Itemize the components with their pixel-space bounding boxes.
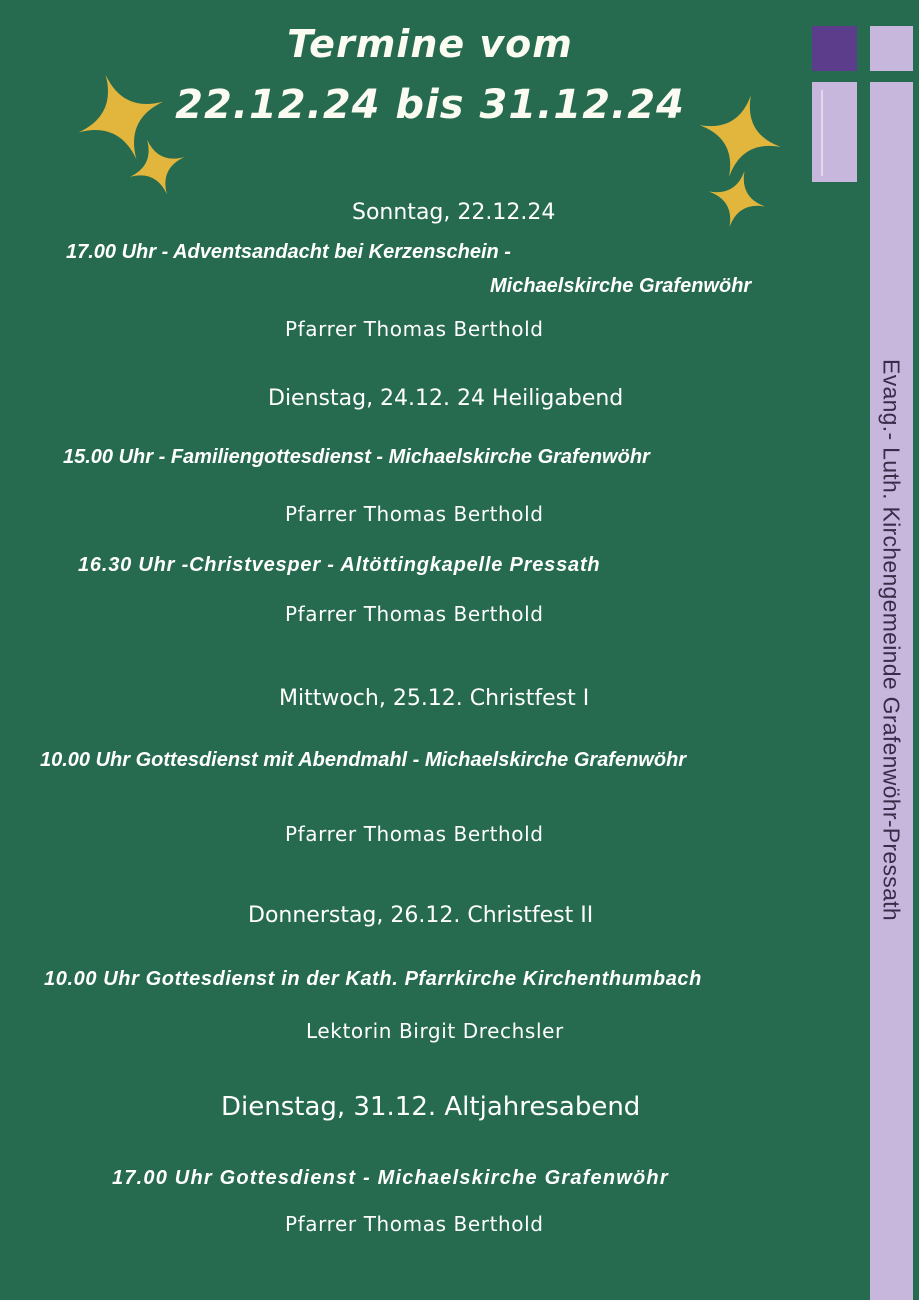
event-line: 17.00 Uhr Gottesdienst - Michaelskirche Grafenwöhr (112, 1167, 669, 1189)
event-line: Michaelskirche Grafenwöhr (490, 275, 752, 297)
day-heading: Dienstag, 24.12. 24 Heiligabend (268, 386, 624, 411)
officiant: Pfarrer Thomas Berthold (285, 822, 544, 846)
day-heading: Donnerstag, 26.12. Christfest II (248, 903, 594, 928)
page-title-line1: Termine vom (287, 22, 573, 66)
sparkle-star-icon (128, 138, 186, 196)
event-line: 17.00 Uhr - Adventsandacht bei Kerzenschein - (66, 241, 511, 263)
decor-square-lavender (870, 26, 913, 71)
officiant: Pfarrer Thomas Berthold (285, 502, 544, 526)
day-heading: Dienstag, 31.12. Altjahresabend (221, 1092, 641, 1122)
officiant: Pfarrer Thomas Berthold (285, 1212, 544, 1236)
event-line: 10.00 Uhr Gottesdienst in der Kath. Pfarrkirche Kirchenthumbach (44, 968, 702, 990)
parish-name-vertical: Evang.- Luth. Kirchengemeinde Grafenwöhr-Pressath (878, 359, 905, 921)
officiant: Pfarrer Thomas Berthold (285, 317, 544, 341)
officiant: Pfarrer Thomas Berthold (285, 602, 544, 626)
event-line: 15.00 Uhr - Familiengottesdienst - Michaelskirche Grafenwöhr (63, 446, 650, 468)
day-heading: Mittwoch, 25.12. Christfest I (279, 686, 590, 711)
sparkle-star-icon (708, 170, 766, 228)
officiant: Lektorin Birgit Drechsler (306, 1019, 564, 1043)
page-title-line2: 22.12.24 bis 31.12.24 (175, 82, 685, 128)
event-line: 10.00 Uhr Gottesdienst mit Abendmahl - Michaelskirche Grafenwöhr (40, 749, 687, 771)
day-heading: Sonntag, 22.12.24 (352, 200, 556, 225)
event-line: 16.30 Uhr -Christvesper - Altöttingkapelle Pressath (78, 554, 601, 576)
